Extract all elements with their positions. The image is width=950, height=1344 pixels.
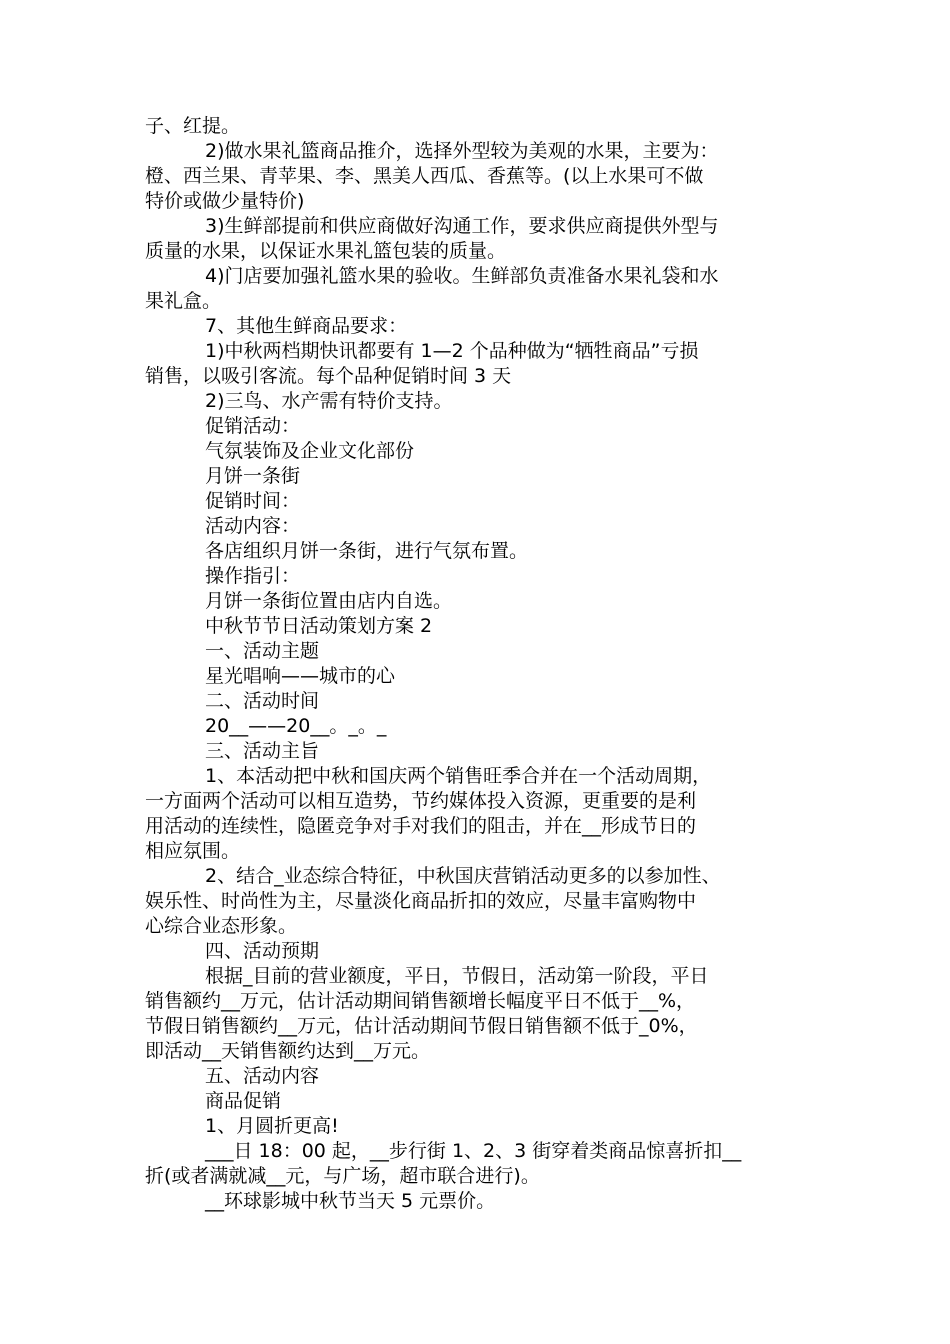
text-line: 一、活动主题	[205, 640, 320, 662]
text-line: 即活动__天销售额约达到__万元。	[145, 1040, 431, 1062]
text-line: 中秋节节日活动策划方案 2	[205, 615, 433, 637]
text-line: 四、活动预期	[205, 940, 320, 962]
text-line: 橙、西兰果、青苹果、李、黑美人西瓜、香蕉等。(以上水果可不做	[145, 165, 704, 187]
text-line: 操作指引：	[205, 565, 301, 587]
text-line: 五、活动内容	[205, 1065, 320, 1087]
text-line: 折(或者满就减__元，与广场，超市联合进行)。	[145, 1165, 540, 1187]
text-line: 根据_目前的营业额度，平日，节假日，活动第一阶段，平日	[205, 965, 709, 987]
text-line: 2、结合_业态综合特征，中秋国庆营销活动更多的以参加性、	[205, 865, 721, 887]
text-line: 三、活动主旨	[205, 740, 320, 762]
text-line: 气氛装饰及企业文化部份	[205, 440, 415, 462]
text-line: 用活动的连续性，隐匿竞争对手对我们的阻击，并在__形成节日的	[145, 815, 697, 837]
document-body	[145, 114, 813, 1214]
text-line: 7、其他生鲜商品要求：	[205, 315, 408, 337]
text-line: 果礼盒。	[145, 290, 222, 312]
text-line: ___日 18：00 起，__步行街 1、2、3 街穿着类商品惊喜折扣__	[205, 1140, 742, 1162]
text-line: 销售，以吸引客流。每个品种促销时间 3 天	[145, 365, 512, 387]
text-line: 促销活动：	[205, 415, 301, 437]
text-line: 节假日销售额约__万元，估计活动期间节假日销售额不低于_0%，	[145, 1015, 698, 1037]
text-line: 4)门店要加强礼篮水果的验收。生鲜部负责准备水果礼袋和水	[205, 265, 719, 287]
text-line: 心综合业态形象。	[145, 915, 298, 937]
text-line: 20__——20__。_。_	[205, 715, 387, 737]
text-line: 促销时间：	[205, 490, 301, 512]
text-line: 子、红提。	[145, 115, 241, 137]
text-line: __环球影城中秋节当天 5 元票价。	[205, 1190, 496, 1212]
text-line: 3)生鲜部提前和供应商做好沟通工作，要求供应商提供外型与	[205, 215, 719, 237]
text-line: 各店组织月饼一条街，进行气氛布置。	[205, 540, 529, 562]
text-line: 二、活动时间	[205, 690, 320, 712]
text-line: 月饼一条街位置由店内自选。	[205, 590, 453, 612]
text-line: 1、月圆折更高!	[205, 1115, 339, 1137]
text-line: 2)三鸟、水产需有特价支持。	[205, 390, 453, 412]
text-line: 娱乐性、时尚性为主，尽量淡化商品折扣的效应，尽量丰富购物中	[145, 890, 697, 912]
text-line: 1、本活动把中秋和国庆两个销售旺季合并在一个活动周期，	[205, 765, 712, 787]
text-line: 质量的水果，以保证水果礼篮包装的质量。	[145, 240, 507, 262]
text-line: 相应氛围。	[145, 840, 241, 862]
text-line: 活动内容：	[205, 515, 301, 537]
text-line: 商品促销	[205, 1090, 282, 1112]
text-line: 一方面两个活动可以相互造势，节约媒体投入资源，更重要的是利	[145, 790, 697, 812]
text-line: 星光唱响——城市的心	[205, 665, 396, 687]
text-line: 特价或做少量特价)	[145, 190, 305, 212]
text-line: 月饼一条街	[205, 465, 301, 487]
text-line: 销售额约__万元，估计活动期间销售额增长幅度平日不低于__%，	[145, 990, 696, 1012]
text-line: 1)中秋两档期快讯都要有 1—2 个品种做为“牺牲商品”亏损	[205, 340, 699, 362]
text-line: 2)做水果礼篮商品推介，选择外型较为美观的水果，主要为：	[205, 140, 719, 162]
